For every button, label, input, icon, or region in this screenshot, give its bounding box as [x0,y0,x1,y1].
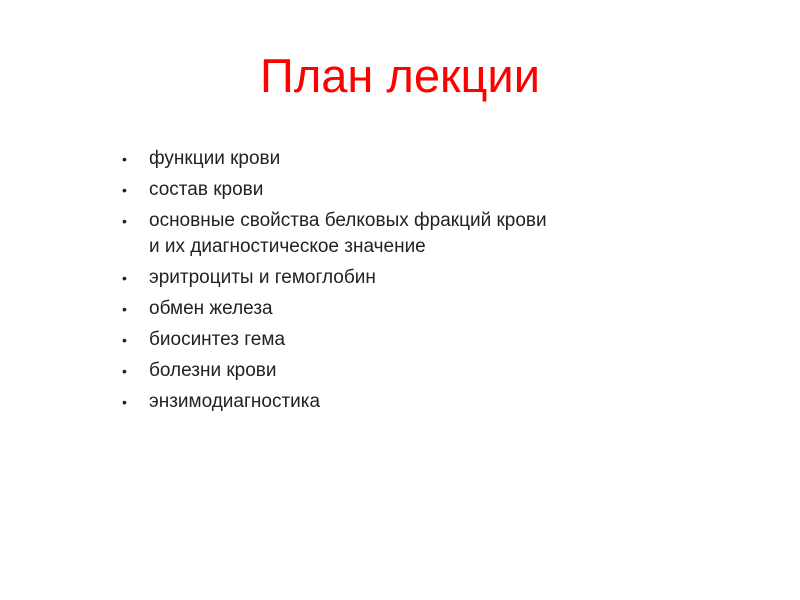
bullet-icon: • [122,394,127,410]
list-item [122,177,682,203]
list-item [122,296,682,322]
list-item-text: основные свойства белковых фракций крови и их диагностическое значение [149,210,547,257]
slide-title: План лекции [260,49,540,102]
list-item-text: энзимодиагностика [149,391,321,412]
list-item [122,265,682,291]
bullet-icon: • [122,332,127,348]
bullet-icon: • [122,363,127,379]
bullet-icon: • [122,270,127,286]
list-item-text: биосинтез гема [149,329,286,350]
bullet-icon: • [122,213,127,229]
list-item [122,146,682,172]
list-item [122,208,682,260]
list-item-text: функции крови [149,148,281,169]
list-item [122,327,682,353]
list-item [122,389,682,415]
list-item [122,358,682,384]
bullet-icon: • [122,182,127,198]
list-item-text: болезни крови [149,360,277,381]
bullet-list [122,146,682,420]
list-item-text: эритроциты и гемоглобин [149,267,376,288]
bullet-icon: • [122,301,127,317]
bullet-icon: • [122,151,127,167]
list-item-text: состав крови [149,179,264,200]
list-item-text: обмен железа [149,298,273,319]
